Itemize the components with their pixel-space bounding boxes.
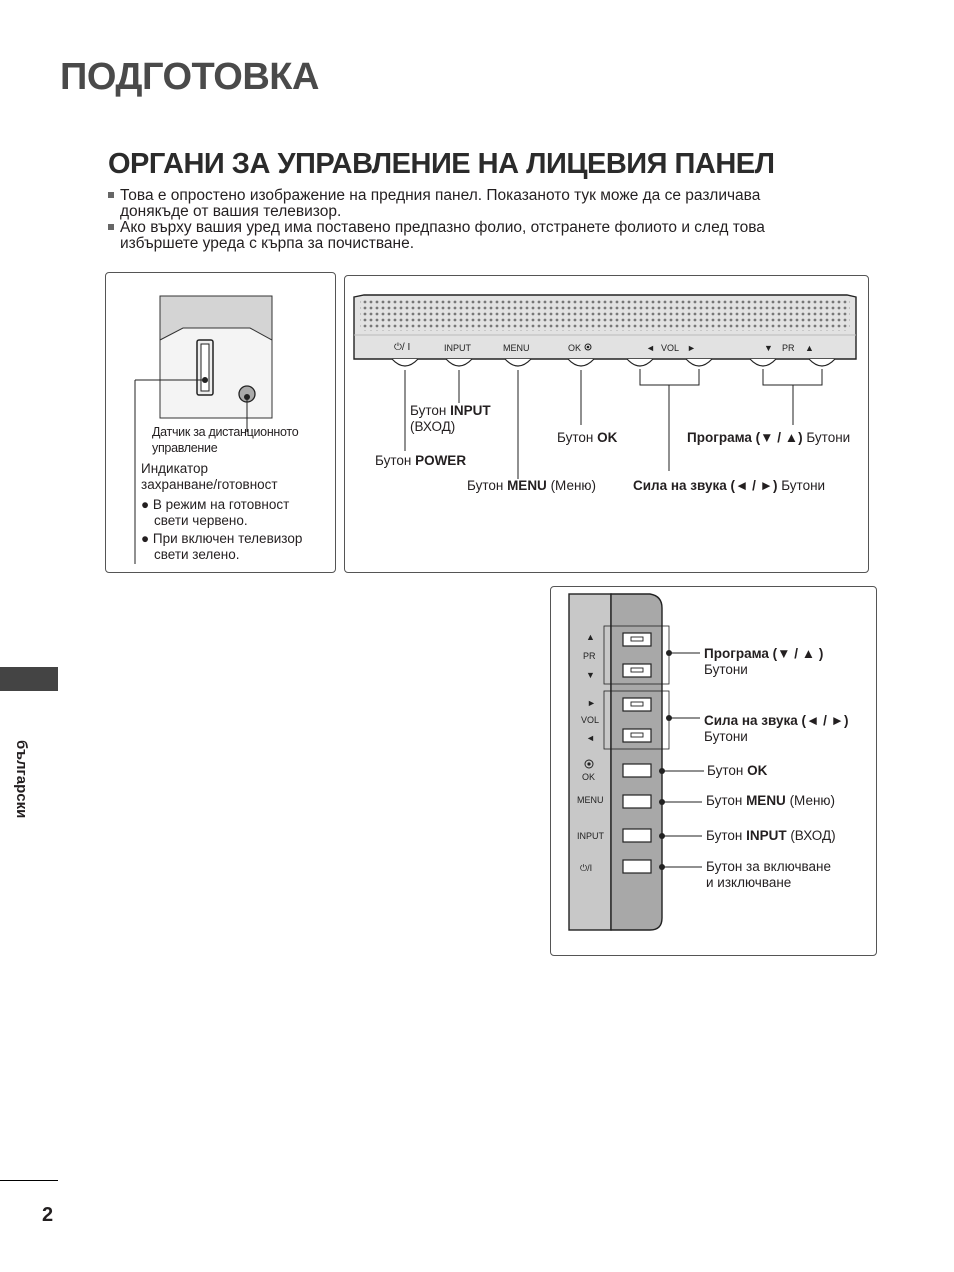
front-power-prefix: Бутон xyxy=(375,453,416,468)
svg-text:►: ► xyxy=(587,698,596,708)
front-label-program xyxy=(687,430,850,446)
note-1 xyxy=(108,188,848,220)
front-input-suffix: (ВХОД) xyxy=(410,419,456,434)
front-ok-bold: OK xyxy=(597,430,618,445)
note-1-line2: донякъде от вашия телевизор. xyxy=(120,203,342,220)
side-label-menu xyxy=(706,793,835,809)
side-menu-bold: MENU xyxy=(746,793,786,808)
side-program-bold: Програма (▼ / ▲ ) xyxy=(704,646,824,661)
side-ok-prefix: Бутон xyxy=(707,763,748,778)
side-input-suffix: (ВХОД) xyxy=(786,828,836,843)
sensor-label-line2: управление xyxy=(152,441,218,455)
indicator-bullet-1: ● В режим на готовност свети червено. xyxy=(141,497,290,528)
note-2-line2: избършете уреда с кърпа за почистване. xyxy=(120,235,415,252)
note-2 xyxy=(108,220,848,252)
section-title: ОРГАНИ ЗА УПРАВЛЕНИЕ НА ЛИЦЕВИЯ ПАНЕЛ xyxy=(108,148,775,180)
language-tab-marker xyxy=(0,667,58,691)
side-volume-bold: Сила на звука (◄ / ►) xyxy=(704,713,849,728)
front-volume-suffix: Бутони xyxy=(777,478,826,493)
bullet-2-line2: свети зелено. xyxy=(154,547,240,562)
svg-text:▼: ▼ xyxy=(586,670,595,680)
sensor-label xyxy=(152,424,298,456)
front-power-bold: POWER xyxy=(415,453,467,468)
front-ok-prefix: Бутон xyxy=(557,430,598,445)
side-program-line2: Бутони xyxy=(704,662,748,677)
indicator-label-line1: Индикатор xyxy=(141,461,209,476)
side-label-program xyxy=(704,646,823,678)
strip-label-power: ⏻/ I xyxy=(394,342,411,353)
language-tab-label: български xyxy=(13,740,30,819)
bullet-2-line1: При включен телевизор xyxy=(152,531,303,546)
side-menu-prefix: Бутон xyxy=(706,793,747,808)
strip-label-input: INPUT xyxy=(444,343,471,353)
page-number: 2 xyxy=(42,1204,54,1226)
side-input-prefix: Бутон xyxy=(706,828,747,843)
front-label-menu xyxy=(467,478,596,494)
strip-label-vol: VOL xyxy=(661,343,680,353)
sensor-label-line1: Датчик за дистанционното xyxy=(152,425,299,439)
front-label-input xyxy=(410,403,491,435)
svg-text:▼: ▼ xyxy=(764,343,773,353)
svg-text:◄: ◄ xyxy=(646,343,655,353)
side-label-pr: PR xyxy=(583,651,596,661)
strip-label-pr: PR xyxy=(782,343,795,353)
svg-text:▲: ▲ xyxy=(586,632,595,642)
note-2-line1: Ако върху вашия уред има поставено предпазно фолио, отстранете фолиото и след това xyxy=(120,219,765,236)
side-power-line2: и изключване xyxy=(706,875,792,890)
bullet-1-line1: В режим на готовност xyxy=(152,497,290,512)
front-menu-bold: MENU xyxy=(507,478,547,493)
strip-label-menu: MENU xyxy=(503,343,530,353)
indicator-label xyxy=(141,461,278,493)
side-label-volume xyxy=(704,713,848,745)
svg-text:►: ► xyxy=(687,343,696,353)
indicator-bullet-2: ● При включен телевизор свети зелено. xyxy=(141,531,303,562)
front-input-prefix: Бутон xyxy=(410,403,451,418)
side-label-vol: VOL xyxy=(581,715,600,725)
svg-text:▲: ▲ xyxy=(805,343,814,353)
side-label-menu: MENU xyxy=(577,795,604,805)
side-input-bold: INPUT xyxy=(746,828,787,843)
side-volume-line2: Бутони xyxy=(704,729,748,744)
bullet-square-icon xyxy=(108,192,114,198)
front-volume-bold: Сила на звука (◄ / ►) xyxy=(633,478,778,493)
note-1-line1: Това е опростено изображение на предния панел. Показаното тук може да се различава xyxy=(120,187,761,204)
front-label-volume xyxy=(633,478,825,494)
side-label-input xyxy=(706,828,836,844)
side-label-ok xyxy=(707,763,767,779)
page-number-rule xyxy=(0,1180,58,1181)
bullet-square-icon xyxy=(108,224,114,230)
side-label-ok: OK xyxy=(582,772,596,782)
front-program-suffix: Бутони xyxy=(802,430,851,445)
side-label-power xyxy=(706,859,831,891)
front-menu-prefix: Бутон xyxy=(467,478,508,493)
indicator-label-line2: захранване/готовност xyxy=(141,477,278,492)
front-menu-suffix: (Меню) xyxy=(546,478,597,493)
front-label-power xyxy=(375,453,466,469)
svg-text:◄: ◄ xyxy=(586,733,595,743)
bullet-1-line2: свети червено. xyxy=(154,513,248,528)
front-label-ok xyxy=(557,430,617,446)
front-input-bold: INPUT xyxy=(450,403,491,418)
side-power-line1: Бутон за включване xyxy=(706,859,831,874)
side-label-power: ⏻/I xyxy=(580,863,593,873)
page-title: ПОДГОТОВКА xyxy=(60,56,319,98)
side-ok-bold: OK xyxy=(747,763,768,778)
side-menu-suffix: (Меню) xyxy=(785,793,836,808)
side-label-input: INPUT xyxy=(577,831,604,841)
front-program-bold: Програма (▼ / ▲) xyxy=(687,430,803,445)
strip-label-ok: OK xyxy=(568,343,582,353)
